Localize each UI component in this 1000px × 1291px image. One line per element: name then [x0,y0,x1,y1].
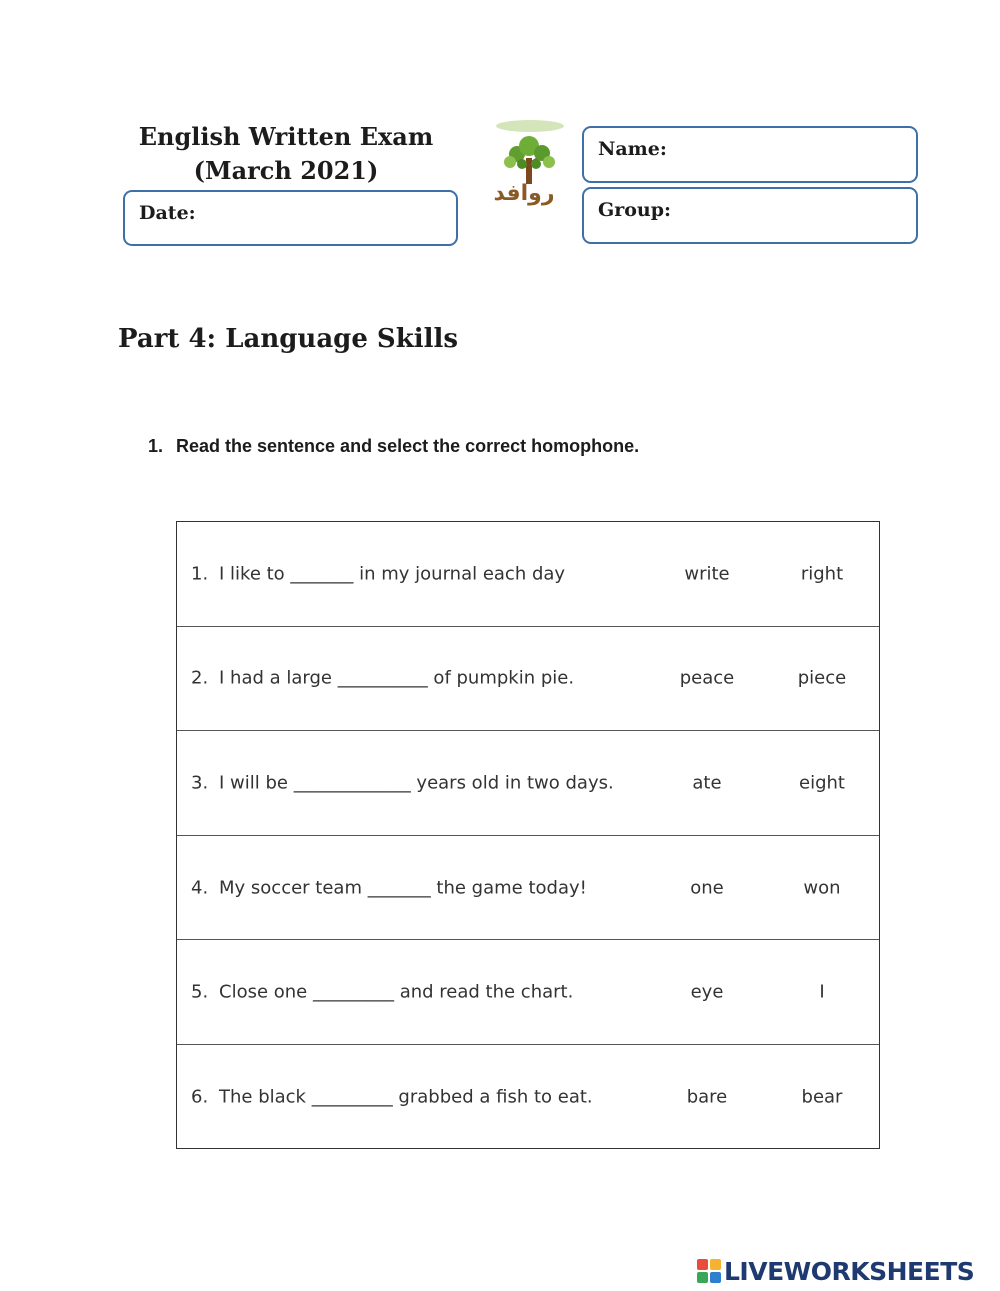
option-button[interactable]: peace [679,667,735,689]
option-button[interactable]: eye [690,981,724,1003]
option-button[interactable]: won [803,877,841,899]
instruction-text: Read the sentence and select the correct homophone. [176,436,640,456]
option-button[interactable]: bare [686,1086,728,1108]
question-text: The black _________ grabbed a fish to eat. [219,1086,593,1108]
option-button[interactable]: piece [797,667,847,689]
option-button[interactable]: one [690,877,724,899]
question-number: 5. [191,981,209,1003]
exam-title [122,120,450,188]
option-button[interactable]: bear [801,1086,843,1108]
liveworksheets-brand [697,1255,974,1287]
question-text: Close one _________ and read the chart. [219,981,574,1003]
table-row [177,836,879,941]
table-row [177,522,879,627]
question-text: I like to _______ in my journal each day [219,563,566,585]
exam-title-line2: (March 2021) [193,156,379,185]
table-row [177,627,879,732]
group-label: Group: [598,199,672,221]
group-field[interactable] [582,187,918,244]
tree-logo-icon [472,120,572,210]
logo-text: روافد [493,181,555,206]
date-label: Date: [139,202,196,224]
option-button[interactable]: right [800,563,844,585]
option-button[interactable]: eight [799,772,845,794]
name-label: Name: [598,138,667,160]
question-text: I will be _____________ years old in two days. [219,772,614,794]
instruction-number: 1. [148,436,164,456]
question-number: 3. [191,772,209,794]
date-field[interactable] [123,190,458,246]
question-text: My soccer team _______ the game today! [219,877,587,899]
question-text: I had a large __________ of pumpkin pie. [219,667,575,689]
exam-title-line1: English Written Exam [138,122,434,151]
homophone-table [176,521,880,1149]
part-title: Part 4: Language Skills [118,324,458,354]
school-logo [472,120,572,210]
option-button[interactable]: I [819,981,825,1003]
question-number: 6. [191,1086,209,1108]
table-row [177,1045,879,1150]
table-row [177,731,879,836]
question-number: 4. [191,877,209,899]
option-button[interactable]: ate [692,772,722,794]
question-number: 1. [191,563,209,585]
brand-logo-icon [697,1259,721,1283]
table-row [177,940,879,1045]
brand-text: LIVEWORKSHEETS [724,1256,975,1286]
option-button[interactable]: write [684,563,730,585]
name-field[interactable] [582,126,918,183]
instruction [148,436,639,457]
question-number: 2. [191,667,209,689]
